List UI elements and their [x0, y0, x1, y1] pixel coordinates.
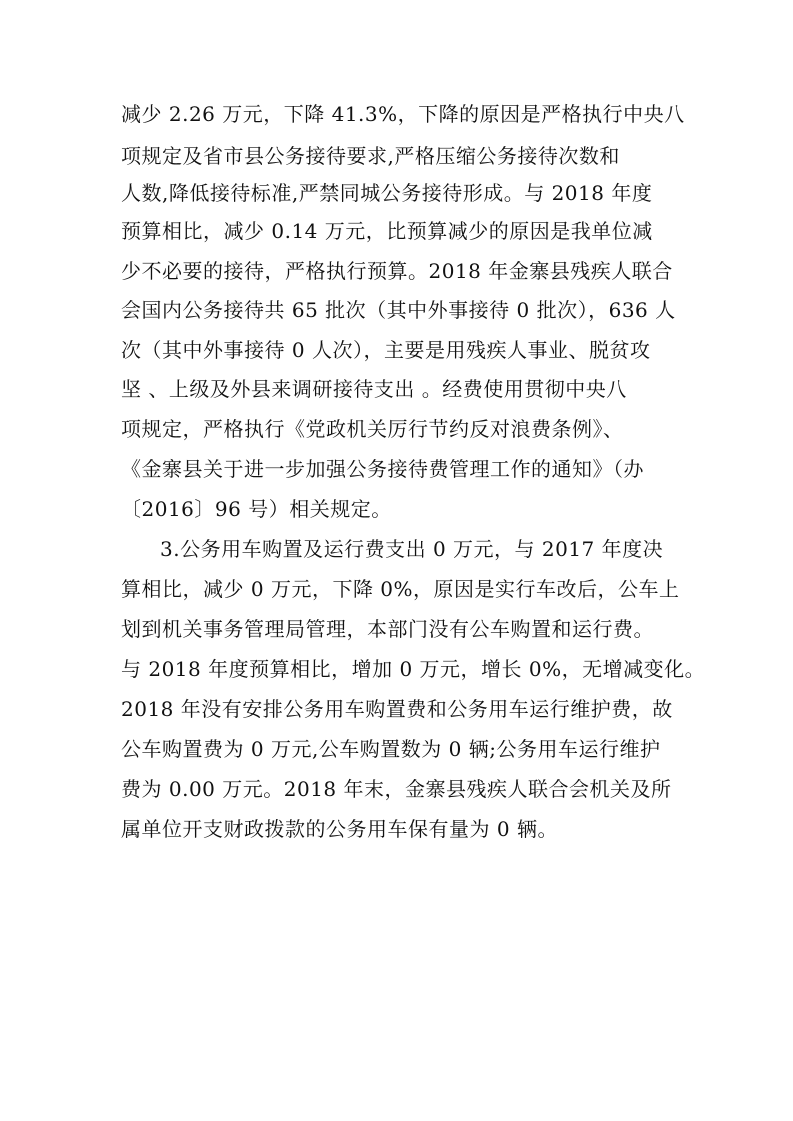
text-line: 3.公务用车购置及运行费支出 0 万元，与 2017 年度决 — [160, 537, 664, 561]
text-line: 公车购置费为 0 万元,公车购置数为 0 辆;公务用车运行维护 — [121, 737, 661, 761]
text-line: 属单位开支财政拨款的公务用车保有量为 0 辆。 — [121, 817, 558, 841]
text-line: 费为 0.00 万元。2018 年末，金寨县残疾人联合会机关及所 — [121, 777, 672, 801]
text-line: 项规定及省市县公务接待要求,严格压缩公务接待次数和 — [121, 144, 620, 168]
text-line: 人数,降低接待标准,严禁同城公务接待形成。与 2018 年度 — [121, 181, 653, 205]
text-line: 次（其中外事接待 0 人次），主要是用残疾人事业、脱贫攻 — [121, 338, 651, 362]
text-line: 2018 年没有安排公务用车购置费和公务用车运行维护费，故 — [121, 697, 673, 721]
text-line: 算相比，减少 0 万元，下降 0%，原因是实行车改后，公车上 — [121, 577, 680, 601]
text-line: 《金寨县关于进一步加强公务接待费管理工作的通知》（办 — [121, 457, 644, 481]
text-line: 划到机关事务管理局管理，本部门没有公车购置和运行费。 — [121, 617, 654, 641]
text-line: 少不必要的接待，严格执行预算。2018 年金寨县残疾人联合 — [121, 259, 673, 283]
text-line: 坚 、上级及外县来调研接待支出 。经费使用贯彻中央八 — [121, 377, 627, 401]
text-line: 与 2018 年度预算相比，增加 0 万元，增长 0%，无增减变化。 — [121, 657, 706, 681]
text-line: 减少 2.26 万元，下降 41.3%，下降的原因是严格执行中央八 — [121, 102, 685, 126]
text-line: 会国内公务接待共 65 批次（其中外事接待 0 批次），636 人 — [121, 298, 676, 322]
text-line: 预算相比，减少 0.14 万元，比预算减少的原因是我单位减 — [121, 219, 653, 243]
text-line: 项规定，严格执行《党政机关厉行节约反对浪费条例》、 — [121, 417, 624, 441]
text-line: 〔2016〕96 号）相关规定。 — [121, 497, 392, 521]
